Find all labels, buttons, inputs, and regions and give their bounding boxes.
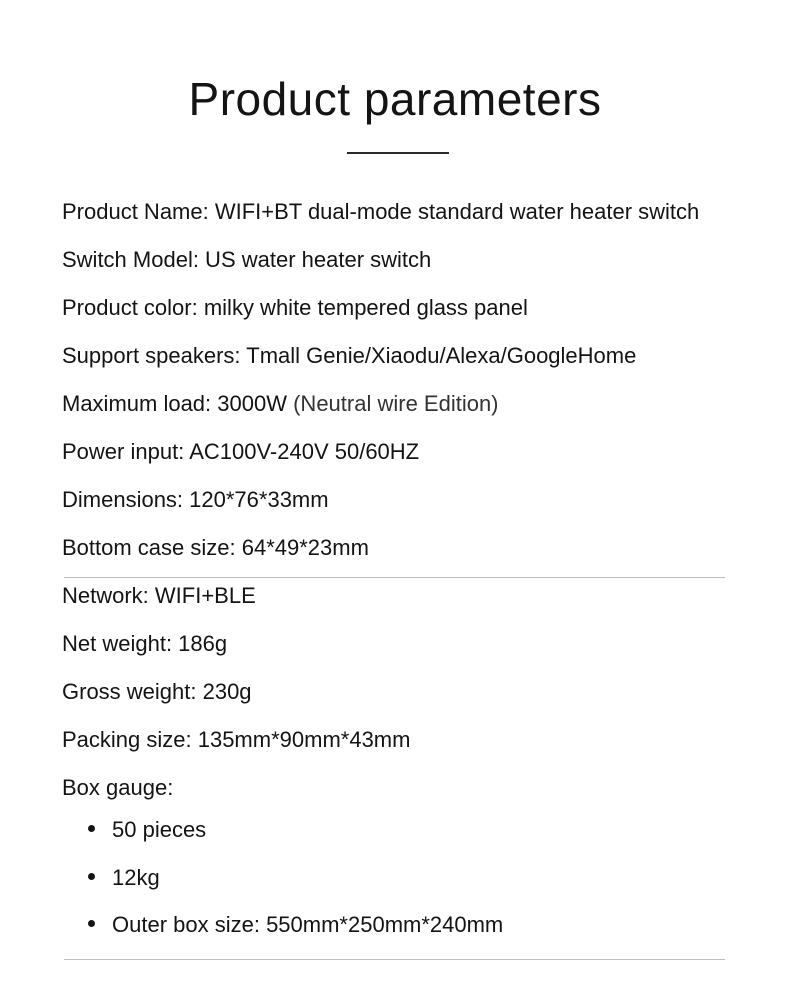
spec-bottom-case-size: Bottom case size: 64*49*23mm: [62, 535, 369, 560]
section-divider: [64, 577, 725, 578]
spec-maximum-load-value: Maximum load: 3000W: [62, 391, 287, 416]
bullet-icon: [88, 920, 95, 927]
spec-switch-model: Switch Model: US water heater switch: [62, 247, 432, 272]
spec-packing-size: Packing size: 135mm*90mm*43mm: [62, 727, 411, 752]
spec-network: Network: WIFI+BLE: [62, 583, 256, 608]
bottom-divider: [64, 959, 725, 960]
bullet-icon: [88, 873, 95, 880]
spec-net-weight: Net weight: 186g: [62, 631, 228, 656]
list-item: [88, 910, 503, 940]
list-item: [88, 863, 160, 893]
spec-maximum-load: [62, 389, 499, 419]
spec-maximum-load-note: (Neutral wire Edition): [293, 391, 499, 416]
list-item-label: 12kg: [112, 865, 160, 890]
list-item-label: Outer box size: 550mm*250mm*240mm: [112, 912, 504, 937]
spec-power-input: Power input: AC100V-240V 50/60HZ: [62, 439, 420, 464]
spec-support-speakers: Support speakers: Tmall Genie/Xiaodu/Alexa/GoogleHome: [62, 343, 637, 368]
list-item: [88, 815, 206, 845]
title-underline: [347, 152, 449, 154]
spec-box-gauge: Box gauge:: [62, 775, 174, 800]
spec-product-color: Product color: milky white tempered glass panel: [62, 295, 528, 320]
list-item-label: 50 pieces: [112, 817, 207, 842]
spec-dimensions: Dimensions: 120*76*33mm: [62, 487, 329, 512]
bullet-icon: [88, 825, 95, 832]
page-title: Product parameters: [188, 73, 602, 125]
spec-product-name: Product Name: WIFI+BT dual-mode standard water heater switch: [62, 199, 700, 224]
spec-gross-weight: Gross weight: 230g: [62, 679, 252, 704]
